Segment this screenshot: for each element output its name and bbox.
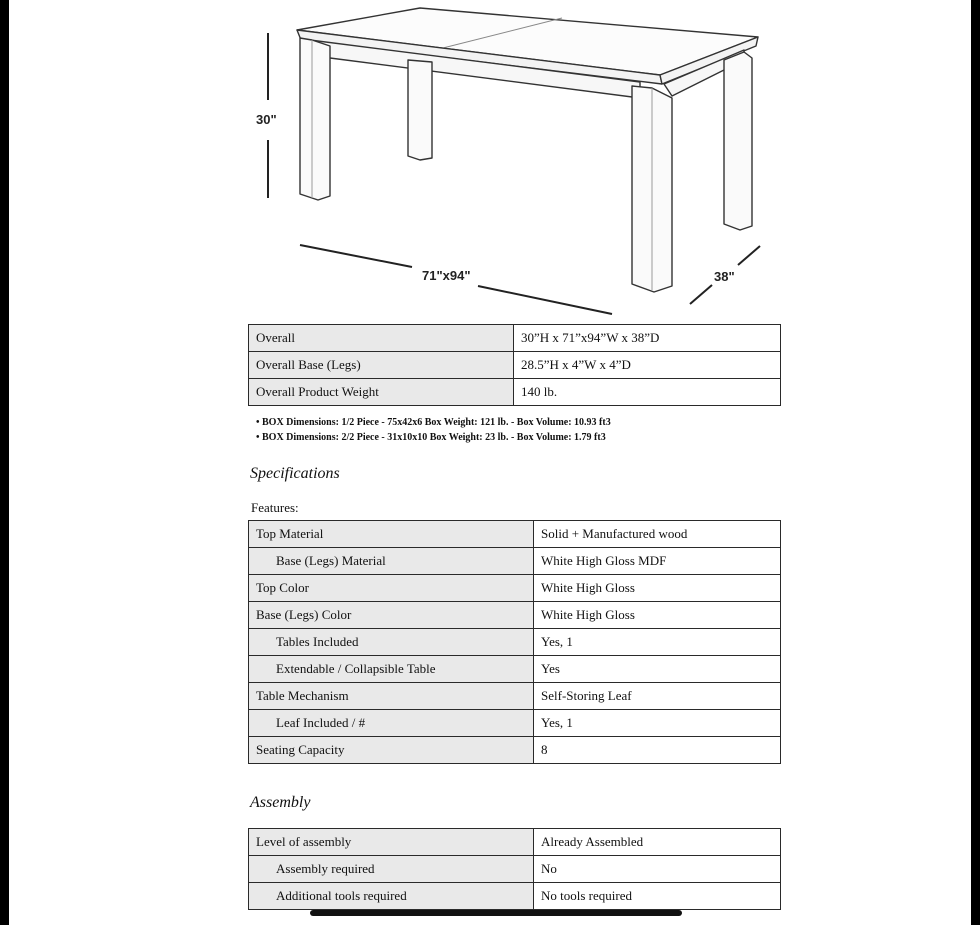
row-value: White High Gloss [534,575,781,602]
assembly-table [248,828,781,910]
row-value: Already Assembled [534,829,781,856]
height-dimension-label: 30" [256,112,277,127]
row-label: Seating Capacity [249,737,534,764]
row-label: Additional tools required [249,883,534,910]
dimensions-table [248,324,781,406]
row-label: Base (Legs) Color [249,602,534,629]
table-row [249,883,781,910]
home-indicator-bar[interactable] [310,910,682,916]
assembly-title: Assembly [250,794,311,811]
specifications-table [248,520,781,764]
row-value: 8 [534,737,781,764]
row-value: No tools required [534,883,781,910]
row-label: Level of assembly [249,829,534,856]
row-label: Table Mechanism [249,683,534,710]
box-notes [256,415,611,445]
box-note: • BOX Dimensions: 2/2 Piece - 31x10x10 Box Weight: 23 lb. - Box Volume: 1.79 ft3 [256,432,606,443]
table-row [249,683,781,710]
row-label: Overall [249,325,514,352]
table-row [249,710,781,737]
row-value: Yes [534,656,781,683]
row-value: Yes, 1 [534,710,781,737]
row-value: 30”H x 71”x94”W x 38”D [514,325,781,352]
features-label: Features: [251,500,299,515]
table-row [249,352,781,379]
table-row [249,829,781,856]
row-value: 28.5”H x 4”W x 4”D [514,352,781,379]
table-row [249,629,781,656]
specifications-title: Specifications [250,465,340,482]
table-row [249,856,781,883]
row-label: Overall Base (Legs) [249,352,514,379]
row-label: Overall Product Weight [249,379,514,406]
table-row [249,548,781,575]
table-row [249,325,781,352]
table-row [249,521,781,548]
table-row [249,737,781,764]
row-value: 140 lb. [514,379,781,406]
left-edge [0,0,9,925]
row-label: Top Color [249,575,534,602]
right-edge [971,0,980,925]
row-label: Base (Legs) Material [249,548,534,575]
row-label: Leaf Included / # [249,710,534,737]
row-value: White High Gloss MDF [534,548,781,575]
table-row [249,656,781,683]
row-label: Top Material [249,521,534,548]
row-value: White High Gloss [534,602,781,629]
row-value: Solid + Manufactured wood [534,521,781,548]
row-value: Yes, 1 [534,629,781,656]
table-drawing [240,0,780,320]
row-value: Self-Storing Leaf [534,683,781,710]
width-dimension-label: 71"x94" [422,268,471,283]
row-label: Tables Included [249,629,534,656]
table-row [249,602,781,629]
table-row [249,575,781,602]
box-note: • BOX Dimensions: 1/2 Piece - 75x42x6 Box Weight: 121 lb. - Box Volume: 10.93 ft3 [256,417,611,428]
depth-dimension-label: 38" [714,269,735,284]
row-value: No [534,856,781,883]
table-row [249,379,781,406]
row-label: Assembly required [249,856,534,883]
row-label: Extendable / Collapsible Table [249,656,534,683]
